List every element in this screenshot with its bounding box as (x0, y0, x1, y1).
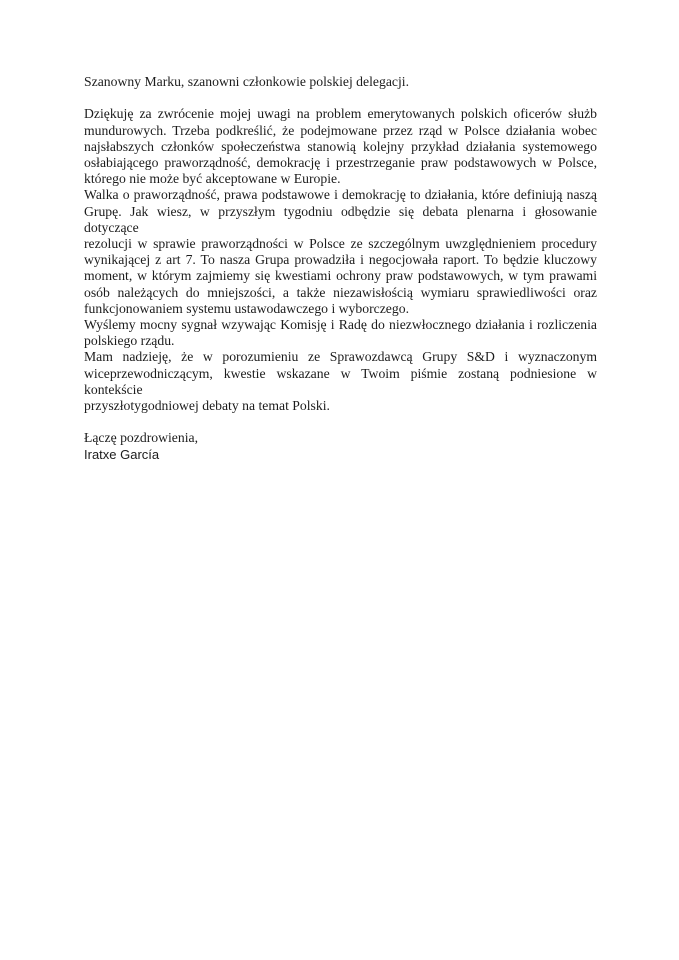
paragraph-line: którego nie może być akceptowane w Europie. (84, 171, 341, 187)
paragraph-line: osłabiającego praworządność, demokrację i przestrzeganie praw podstawowych w Polsce, (84, 155, 597, 170)
blank-line (84, 90, 597, 106)
paragraph-line: osób należących do mniejszości, a także niezawisłością wymiaru sprawiedliwości oraz (84, 284, 597, 300)
signature: Iratxe García (84, 446, 160, 462)
paragraph-line: Dziękuję za zwrócenie mojej uwagi na problem emerytowanych polskich oficerów służb (84, 106, 597, 122)
paragraph-line: Wyślemy mocny sygnał wzywając Komisję i Radę do niezwłocznego działania i rozliczenia (84, 317, 597, 333)
blank-line (84, 414, 597, 430)
paragraph-line: polskiego rządu. (84, 333, 175, 349)
paragraph-line: Grupę. Jak wiesz, w przyszłym tygodniu odbędzie się debata plenarna i głosowanie dotyczące (84, 203, 597, 235)
paragraph-line: funkcjonowaniem systemu ustawodawczego i wyborczego. (84, 300, 409, 316)
paragraph-line: rezolucji w sprawie praworządności w Polsce ze szczególnym uwzględnieniem procedury (84, 236, 597, 252)
letter-content (84, 74, 597, 463)
paragraph-line: najsłabszych członków społeczeństwa stanowią kolejny przykład działania systemowego (84, 138, 597, 154)
closing: Łączę pozdrowienia, (84, 430, 198, 446)
paragraph-line: moment, w którym zajmiemy się kwestiami ochrony praw podstawowych, w tym prawami (84, 268, 597, 284)
paragraph-line: mundurowych. Trzeba podkreślić, że podejmowane przez rząd w Polsce działania wobec (84, 122, 597, 138)
letter-body (84, 106, 597, 414)
paragraph-line: Mam nadzieję, że w porozumieniu ze Sprawozdawcą Grupy S&D i wyznaczonym (84, 349, 597, 365)
paragraph-line: wynikającej z art 7. To nasza Grupa prowadziła i negocjowała raport. To będzie kluczowy (84, 252, 597, 268)
paragraph-line: przyszłotygodniowej debaty na temat Polski. (84, 398, 330, 414)
salutation: Szanowny Marku, szanowni członkowie polskiej delegacji. (84, 74, 409, 89)
paragraph-line: wiceprzewodniczącym, kwestie wskazane w Twoim piśmie zostaną podniesione w kontekście (84, 365, 597, 397)
paragraph-line: Walka o praworządność, prawa podstawowe i demokrację to działania, które definiują naszą (84, 187, 597, 203)
